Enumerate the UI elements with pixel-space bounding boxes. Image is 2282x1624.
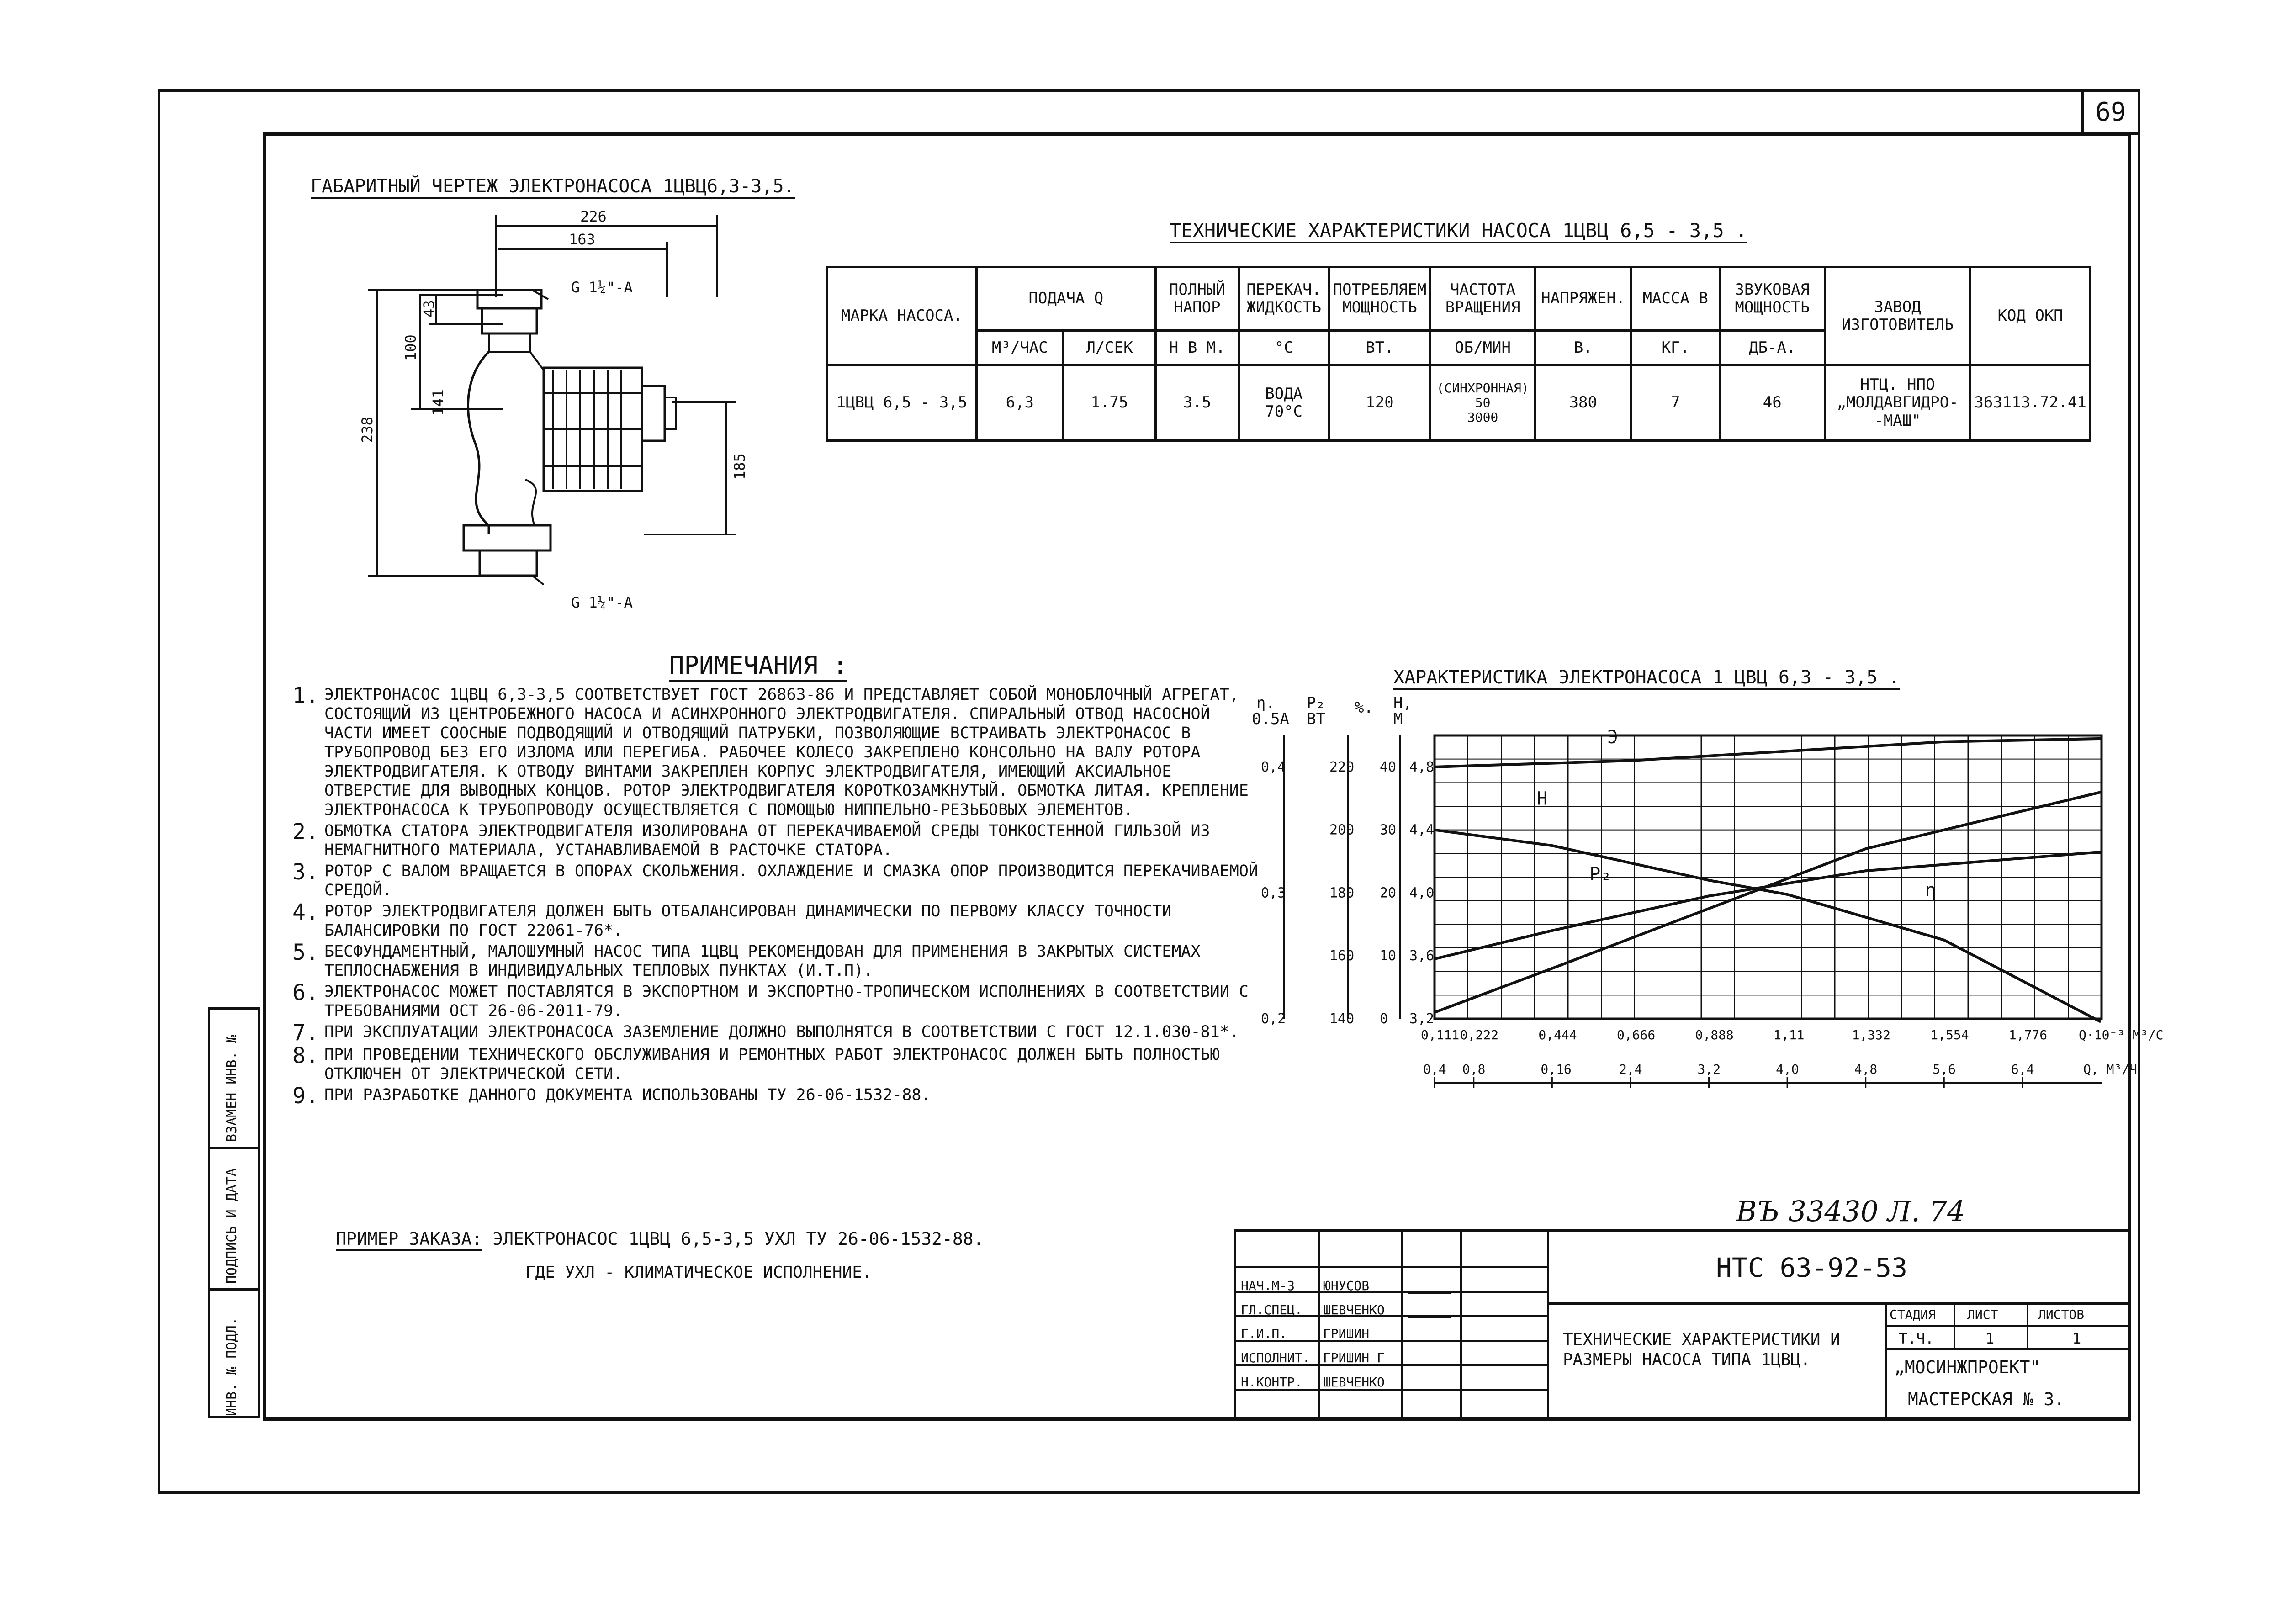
th-code: КОД ОКП — [1970, 267, 2091, 365]
axis-header-p2: P₂ — [1307, 694, 1325, 712]
cell-freq — [1430, 365, 1535, 441]
cell-code: 363113.72.41 — [1970, 365, 2091, 441]
x-tick-label-m3h: 0,4 — [1423, 1062, 1446, 1077]
th-freq-unit: ОБ/МИН — [1430, 330, 1535, 365]
th-mass-unit: КГ. — [1631, 330, 1720, 365]
note-text: РОТОР ЭЛЕКТРОДВИГАТЕЛЯ ДОЛЖЕН БЫТЬ ОТБАЛАНСИРОВАН ДИНАМИЧЕСКИ ПО ПЕРВОМУ КЛАССУ ТОЧНОСТИ БАЛАНСИРОВКИ ПО ГОСТ 22061-76*. — [324, 902, 1172, 940]
cell-liquid: ВОДА 70°С — [1239, 365, 1329, 441]
x-tick-label-ls: 0,111 — [1421, 1027, 1460, 1042]
x-tick-label-ls: 1,332 — [1852, 1027, 1891, 1042]
pct-tick-label: 30 — [1380, 822, 1397, 838]
th-flow-m3: М³/ЧАС — [976, 330, 1063, 365]
p2-tick-label: 160 — [1329, 948, 1355, 964]
cell-noise: 46 — [1720, 365, 1825, 441]
th-noise: ЗВУКОВАЯ МОЩНОСТЬ — [1720, 267, 1825, 331]
th-flow-ls: Л/СЕК — [1063, 330, 1155, 365]
stage-label: СТАДИЯ — [1890, 1307, 1936, 1322]
series-label: Э — [1607, 727, 1619, 748]
cell-voltage: 380 — [1535, 365, 1631, 441]
role-label: ГЛ.СПЕЦ. — [1241, 1302, 1302, 1317]
sheet-number: 69 — [2095, 97, 2126, 127]
x-tick-label-m3h: 5,6 — [1933, 1062, 1956, 1077]
sheet-number-box — [2081, 89, 2140, 135]
x-axis-label-ls: Q·10⁻³ М³/С — [2079, 1027, 2164, 1042]
note-number: 2. — [292, 819, 319, 845]
workshop: МАСТЕРСКАЯ № 3. — [1908, 1389, 2065, 1409]
thread-top-label: G 1¼"-A — [571, 279, 633, 296]
x-tick-label-m3h: 4,8 — [1854, 1062, 1878, 1077]
axis-header-eta: η. — [1256, 694, 1275, 712]
dim-226: 226 — [580, 208, 607, 225]
spec-table — [826, 266, 2091, 442]
eta-tick-label: 0,2 — [1261, 1011, 1286, 1027]
x-axis-label-m3h: Q, М³/Ч — [2083, 1062, 2138, 1077]
x-tick-label-ls: 1,11 — [1774, 1027, 1805, 1042]
axis-header-pct: %. — [1355, 698, 1373, 717]
p2-tick-label: 220 — [1329, 759, 1355, 775]
note-item — [292, 942, 1265, 980]
note-number: 5. — [292, 940, 319, 965]
cell-flow-ls: 1.75 — [1063, 365, 1155, 441]
x-tick-label-ls: 0,222 — [1460, 1027, 1499, 1042]
th-power: ПОТРЕБЛЯЕМ МОЩНОСТЬ — [1329, 267, 1430, 331]
h-tick-label: 4,0 — [1409, 885, 1435, 901]
th-flow: ПОДАЧА Q — [976, 267, 1155, 331]
dim-163: 163 — [569, 231, 595, 248]
title-block — [1234, 1229, 2131, 1421]
side-label-inv-no: ИНВ. № ПОДЛ. — [224, 1317, 240, 1416]
side-label-replace-inv: ВЗАМЕН ИНВ. № — [224, 1035, 240, 1142]
p2-tick-label: 140 — [1329, 1011, 1355, 1027]
h-tick-label: 3,2 — [1409, 1011, 1435, 1027]
signature-mark — [1408, 1355, 1455, 1366]
note-number: 9. — [292, 1083, 319, 1109]
note-text: ПРИ ЭКСПЛУАТАЦИИ ЭЛЕКТРОНАСОСА ЗАЗЕМЛЕНИЕ ДОЛЖНО ВЫПОЛНЯТСЯ В СООТВЕТСТВИИ С ГОСТ 12.1.030-81*. — [324, 1023, 1239, 1041]
sheet-label: ЛИСТ — [1967, 1307, 1998, 1322]
x-tick-label-ls: 0,888 — [1695, 1027, 1734, 1042]
chart-title: ХАРАКТЕРИСТИКА ЭЛЕКТРОНАСОСА 1 ЦВЦ 6,3 - 3,5 . — [1393, 667, 1900, 690]
axis-header-eta-unit: 0.5А — [1252, 710, 1289, 728]
note-number: 8. — [292, 1043, 319, 1069]
sheet-value: 1 — [1985, 1330, 1995, 1347]
doc-title: ТЕХНИЧЕСКИЕ ХАРАКТЕРИСТИКИ И РАЗМЕРЫ НАСОСА ТИПА 1ЦВЦ. — [1563, 1330, 1840, 1369]
th-liquid: ПЕРЕКАЧ. ЖИДКОСТЬ — [1239, 267, 1329, 331]
th-noise-unit: ДБ-А. — [1720, 330, 1825, 365]
order-example — [336, 1229, 984, 1249]
dim-185: 185 — [731, 453, 748, 480]
cell-head: 3.5 — [1155, 365, 1239, 441]
stage-value: Т.Ч. — [1899, 1330, 1934, 1347]
note-item — [292, 685, 1265, 820]
x-tick-label-ls: 1,776 — [2008, 1027, 2048, 1042]
note-number: 1. — [292, 683, 319, 709]
note-number: 4. — [292, 899, 319, 925]
note-item — [292, 1020, 1265, 1046]
x-tick-label-m3h: 6,4 — [2011, 1062, 2034, 1077]
role-label: НАЧ.М-З — [1241, 1278, 1295, 1293]
note-text: ЭЛЕКТРОНАСОС 1ЦВЦ 6,3-3,5 СООТВЕТСТВУЕТ ГОСТ 26863-86 И ПРЕДСТАВЛЯЕТ СОБОЙ МОНОБЛОЧНЫЙ АГРЕГАТ, СОСТОЯЩИЙ ИЗ ЦЕНТРОБЕЖНОГО НАСОСА И АСИНХРОННОГО ЭЛЕКТРОДВИГАТЕЛЯ. СПИРАЛЬНЫЙ ОТВОД НАСОСНОЙ ЧАСТИ ИМЕЕТ СООСНЫЕ ПОДВОДЯЩИЙ И ОТВОДЯЩИЙ ПАТРУБКИ, ПОЗВОЛЯЮЩИЕ ВСТРАИВАТЬ ЭЛЕКТРОНАСОС В ТРУБОПРОВОД БЕЗ ЕГО ИЗЛОМА ИЛИ ПЕРЕГИБА. РАБОЧЕЕ КОЛЕСО ЗАКРЕПЛЕНО КОНСОЛЬНО НА ВАЛУ РОТОРА ЭЛЕКТРОДВИГАТЕЛЯ. К ОТВОДУ ВИНТАМИ ЗАКРЕПЛЕН КОРПУС ЭЛЕКТРОДВИГАТЕЛЯ, ИМЕЮЩИЙ АКСИАЛЬНОЕ ОТВЕРСТИЕ ДЛЯ ВЫВОДНЫХ КОНЦОВ. РОТОР ЭЛЕКТРОДВИГАТЕЛЯ КОРОТКОЗАМКНУТЫЙ. ОБМОТКА ЛИТАЯ. КРЕПЛЕНИЕ ЭЛЕКТРОНАСОСА К ТРУБОПРОВОДУ ОСУЩЕСТВЛЯЕТСЯ С ПОМОЩЬЮ НИППЕЛЬНО-РЕЗЬБОВЫХ ЭЛЕМЕНТОВ. — [324, 686, 1249, 819]
cell-freq-sync: (СИНХРОННАЯ) — [1436, 380, 1529, 396]
th-freq: ЧАСТОТА ВРАЩЕНИЯ — [1430, 267, 1535, 331]
cell-maker: НТЦ. НПО „МОЛДАВГИДРО- -МАШ" — [1825, 365, 1970, 441]
role-name: ГРИШИН Г — [1323, 1350, 1385, 1365]
h-tick-label: 4,4 — [1409, 822, 1435, 838]
note-number: 7. — [292, 1020, 319, 1046]
side-label-sign-date: ПОДПИСЬ И ДАТА — [224, 1168, 240, 1284]
p2-tick-label: 200 — [1329, 822, 1355, 838]
sheets-label: ЛИСТОВ — [2038, 1307, 2085, 1322]
x-tick-label-m3h: 0,16 — [1541, 1062, 1572, 1077]
th-head-unit: Н В М. — [1155, 330, 1239, 365]
sheets-value: 1 — [2072, 1330, 2081, 1347]
cell-brand: 1ЦВЦ 6,5 - 3,5 — [827, 365, 977, 441]
x-tick-label-m3h: 0,8 — [1462, 1062, 1486, 1077]
dim-100: 100 — [402, 334, 419, 361]
th-voltage: НАПРЯЖЕН. — [1535, 267, 1631, 331]
dim-141: 141 — [429, 389, 447, 416]
x-tick-label-m3h: 3,2 — [1697, 1062, 1721, 1077]
note-text: ЭЛЕКТРОНАСОС МОЖЕТ ПОСТАВЛЯТСЯ В ЭКСПОРТНОМ И ЭКСПОРТНО-ТРОПИЧЕСКОМ ИСПОЛНЕНИЯХ В СООТВЕТСТВИИ С ТРЕБОВАНИЯМИ ОСТ 26-06-2011-79. — [324, 983, 1249, 1020]
th-power-unit: ВТ. — [1329, 330, 1430, 365]
axis-header-h-unit: М — [1393, 710, 1403, 728]
h-tick-label: 3,6 — [1409, 948, 1435, 964]
pump-dimension-drawing — [352, 206, 813, 635]
x-tick-label-ls: 1,554 — [1930, 1027, 1969, 1042]
dim-43: 43 — [420, 300, 438, 317]
note-item — [292, 821, 1265, 860]
note-item — [292, 1045, 1265, 1084]
cell-freq-rpm: 3000 — [1467, 410, 1498, 425]
axis-header-h: Н, — [1393, 694, 1412, 712]
pct-tick-label: 0 — [1380, 1011, 1388, 1027]
dim-238: 238 — [359, 417, 376, 443]
cell-flow-m3: 6,3 — [976, 365, 1063, 441]
notes-title: ПРИМЕЧАНИЯ : — [669, 651, 847, 682]
role-label: ИСПОЛНИТ. — [1241, 1350, 1310, 1365]
th-brand: МАРКА НАСОСА. — [827, 267, 977, 365]
pct-tick-label: 40 — [1380, 759, 1397, 775]
pct-tick-label: 20 — [1380, 885, 1397, 901]
series-label: Р₂ — [1589, 863, 1612, 885]
drawing-title: ГАБАРИТНЫЙ ЧЕРТЕЖ ЭЛЕКТРОНАСОСА 1ЦВЦ6,3-3,5. — [311, 176, 795, 199]
note-number: 6. — [292, 980, 319, 1005]
th-voltage-unit: В. — [1535, 330, 1631, 365]
note-text: РОТОР С ВАЛОМ ВРАЩАЕТСЯ В ОПОРАХ СКОЛЬЖЕНИЯ. ОХЛАЖДЕНИЕ И СМАЗКА ОПОР ПРОИЗВОДИТСЯ ПЕРЕКАЧИВАЕМОЙ СРЕДОЙ. — [324, 862, 1258, 899]
x-tick-label-m3h: 4,0 — [1776, 1062, 1799, 1077]
th-liquid-unit: °С — [1239, 330, 1329, 365]
th-head: ПОЛНЫЙ НАПОР — [1155, 267, 1239, 331]
pct-tick-label: 10 — [1380, 948, 1397, 964]
note-number: 3. — [292, 859, 319, 885]
note-text: ПРИ РАЗРАБОТКЕ ДАННОГО ДОКУМЕНТА ИСПОЛЬЗОВАНЫ ТУ 26-06-1532-88. — [324, 1086, 931, 1104]
cell-freq-hz: 50 — [1475, 395, 1491, 410]
note-text: ПРИ ПРОВЕДЕНИИ ТЕХНИЧЕСКОГО ОБСЛУЖИВАНИЯ И РЕМОНТНЫХ РАБОТ ЭЛЕКТРОНАСОС ДОЛЖЕН БЫТЬ ПОЛНОСТЬЮ ОТКЛЮЧЕН ОТ ЭЛЕКТРИЧЕСКОЙ СЕТИ. — [324, 1046, 1220, 1083]
side-strip — [208, 1007, 260, 1418]
role-label: Н.КОНТР. — [1241, 1375, 1302, 1390]
spec-title: ТЕХНИЧЕСКИЕ ХАРАКТЕРИСТИКИ НАСОСА 1ЦВЦ 6,5 - 3,5 . — [1170, 219, 1747, 243]
note-item — [292, 982, 1265, 1021]
order-text: ЭЛЕКТРОНАСОС 1ЦВЦ 6,5-3,5 УХЛ ТУ 26-06-1532-88. — [492, 1229, 984, 1249]
h-tick-label: 4,8 — [1409, 759, 1435, 775]
signature-mark — [1408, 1307, 1455, 1318]
role-label: Г.И.П. — [1241, 1326, 1287, 1341]
note-item — [292, 1083, 1265, 1109]
x-tick-label-m3h: 2,4 — [1619, 1062, 1642, 1077]
role-name: ГРИШИН — [1323, 1326, 1370, 1341]
cell-power: 120 — [1329, 365, 1430, 441]
organization: „МОСИНЖПРОЕКТ" — [1894, 1357, 2041, 1377]
order-note: ГДЕ УХЛ - КЛИМАТИЧЕСКОЕ ИСПОЛНЕНИЕ. — [525, 1263, 872, 1282]
note-text: ОБМОТКА СТАТОРА ЭЛЕКТРОДВИГАТЕЛЯ ИЗОЛИРОВАНА ОТ ПЕРЕКАЧИВАЕМОЙ СРЕДЫ ТОНКОСТЕННОЙ ГИЛЬЗОЙ ИЗ НЕМАГНИТНОГО МАТЕРИАЛА, УСТАНАВЛИВАЕМОЙ В РАСТОЧКЕ СТАТОРА. — [324, 822, 1210, 859]
x-tick-label-ls: 0,666 — [1616, 1027, 1656, 1042]
thread-bottom-label: G 1¼"-A — [571, 594, 633, 611]
signature-mark — [1408, 1283, 1455, 1294]
note-text: БЕСФУНДАМЕНТНЫЙ, МАЛОШУМНЫЙ НАСОС ТИПА 1ЦВЦ РЕКОМЕНДОВАН ДЛЯ ПРИМЕНЕНИЯ В ЗАКРЫТЫХ СИСТЕМАХ ТЕПЛОСНАБЖЕНИЯ В ИНДИВИДУАЛЬНЫХ ТЕПЛОВЫХ ПУНКТАХ (И.Т.П). — [324, 942, 1201, 980]
role-name: ШЕВЧЕНКО — [1323, 1375, 1385, 1390]
eta-tick-label: 0,4 — [1261, 759, 1286, 775]
note-item — [292, 899, 1265, 940]
note-item — [292, 859, 1265, 900]
th-mass: МАССА В — [1631, 267, 1720, 331]
eta-tick-label: 0,3 — [1261, 885, 1286, 901]
axis-header-p2-unit: ВТ — [1307, 710, 1325, 728]
th-maker: ЗАВОД ИЗГОТОВИТЕЛЬ — [1825, 267, 1970, 365]
signature-mark — [1408, 1379, 1455, 1391]
cell-mass: 7 — [1631, 365, 1720, 441]
series-label: Н — [1536, 788, 1548, 809]
role-name: ЮНУСОВ — [1323, 1278, 1370, 1293]
order-label: ПРИМЕР ЗАКАЗА: — [336, 1229, 482, 1251]
notes-list — [292, 685, 1265, 1108]
series-label: η — [1925, 879, 1936, 901]
pump-characteristic-chart — [1243, 694, 2164, 1211]
archive-reference: ВЪ 33430 Л. 74 — [1736, 1195, 1965, 1228]
role-name: ШЕВЧЕНКО — [1323, 1302, 1385, 1317]
p2-tick-label: 180 — [1329, 885, 1355, 901]
x-tick-label-ls: 0,444 — [1538, 1027, 1577, 1042]
signature-mark — [1408, 1331, 1455, 1342]
doc-code: НТС 63-92-53 — [1716, 1252, 1908, 1283]
